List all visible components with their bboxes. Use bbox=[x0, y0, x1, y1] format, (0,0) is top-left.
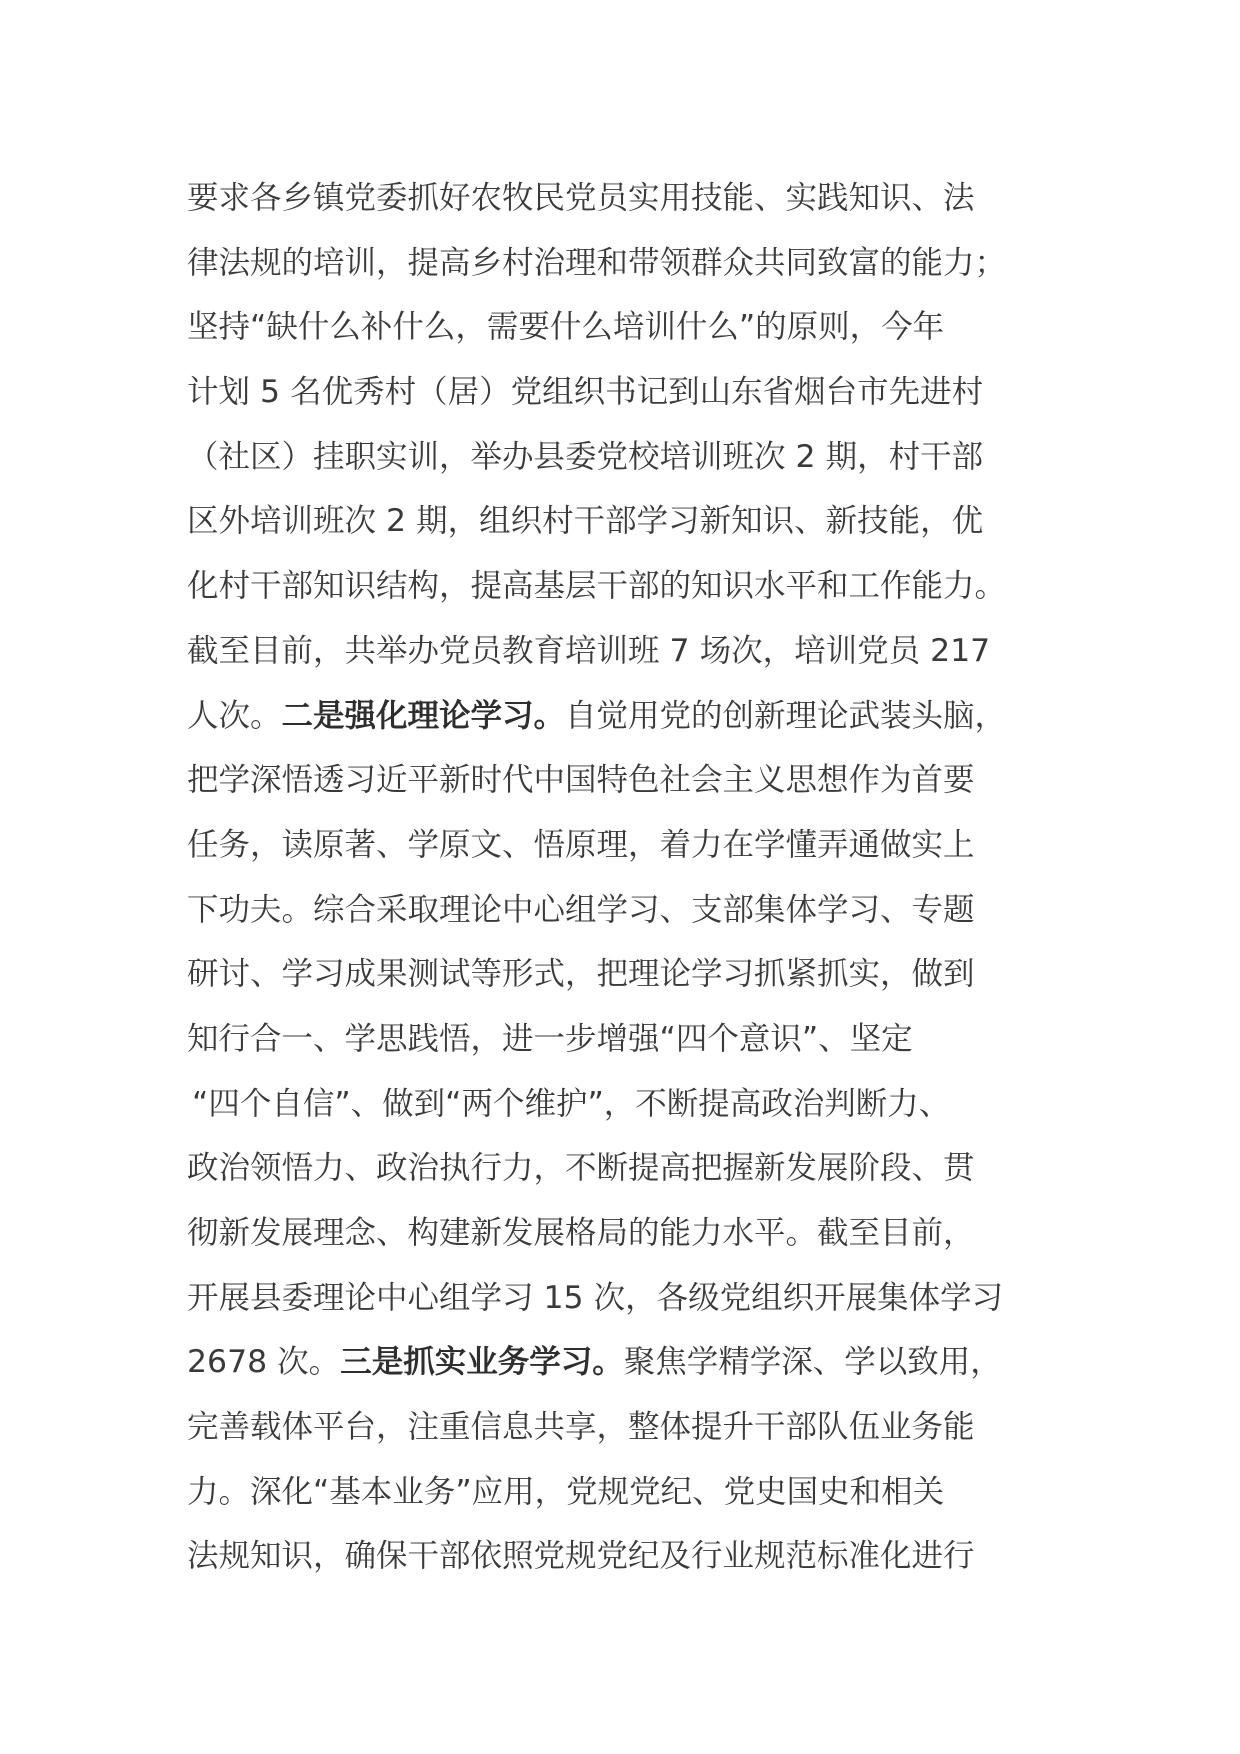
body-text-run: （社区）挂职实训，举办县委党校培训班次 2 期，村干部 bbox=[187, 438, 984, 475]
text-line-content bbox=[187, 813, 975, 878]
text-line-content bbox=[187, 360, 983, 425]
text-line-content bbox=[187, 878, 975, 943]
text-line-content bbox=[187, 554, 1006, 619]
text-line bbox=[0, 1136, 1240, 1201]
bold-heading-phrase: 二是强化理论学习。 bbox=[281, 697, 566, 734]
text-line bbox=[0, 878, 1240, 943]
text-line bbox=[0, 360, 1240, 425]
body-text-run: 政治领悟力、政治执行力，不断提高把握新发展阶段、贯 bbox=[187, 1150, 975, 1187]
text-line-content bbox=[187, 1395, 975, 1460]
text-line bbox=[0, 813, 1240, 878]
text-line bbox=[0, 748, 1240, 813]
text-line-content bbox=[187, 425, 983, 490]
text-line-content bbox=[192, 1072, 950, 1137]
body-text-run: “四个自信”、做到“两个维护”，不断提高政治判断力、 bbox=[192, 1085, 951, 1122]
body-text-run: 知行合一、学思践悟，进一步增强“四个意识”、坚定 bbox=[187, 1020, 913, 1057]
body-text-run: 聚焦学精学深、学以致用， bbox=[623, 1344, 1002, 1381]
body-text-run: 截至目前，共举办党员教育培训班 7 场次，培训党员 217 bbox=[187, 632, 991, 669]
text-line bbox=[0, 1266, 1240, 1331]
body-text-run: 计划 5 名优秀村（居）党组织书记到山东省烟台市先进村 bbox=[187, 374, 984, 411]
text-line bbox=[0, 231, 1240, 296]
body-text-run: 区外培训班次 2 期，组织村干部学习新知识、新技能，优 bbox=[187, 503, 984, 540]
body-text-run: 人次。 bbox=[187, 697, 282, 734]
text-line bbox=[0, 1201, 1240, 1266]
text-line bbox=[0, 1330, 1240, 1395]
text-line-content bbox=[187, 684, 1006, 749]
text-line-content bbox=[187, 489, 983, 554]
text-line-content bbox=[187, 166, 975, 231]
text-line-content bbox=[187, 1007, 913, 1072]
text-line bbox=[0, 425, 1240, 490]
body-text-run: 自觉用党的创新理论武装头脑， bbox=[565, 697, 1007, 734]
text-line-content bbox=[187, 748, 975, 813]
body-text-run: 2678 次。 bbox=[187, 1344, 341, 1381]
text-line-content bbox=[187, 1266, 1003, 1331]
body-text-run: 化村干部知识结构，提高基层干部的知识水平和工作能力。 bbox=[187, 568, 1007, 605]
text-line bbox=[0, 295, 1240, 360]
body-text-run: 彻新发展理念、构建新发展格局的能力水平。截至目前， bbox=[187, 1215, 975, 1251]
text-line bbox=[0, 684, 1240, 749]
text-line-content bbox=[187, 942, 975, 1007]
body-text-run: 律法规的培训，提高乡村治理和带领群众共同致富的能力； bbox=[187, 244, 1007, 281]
text-line bbox=[0, 1072, 1240, 1137]
text-line-content bbox=[187, 1330, 1002, 1395]
body-text-run: 完善载体平台，注重信息共享，整体提升干部队伍业务能 bbox=[187, 1409, 975, 1446]
text-line-content bbox=[187, 619, 990, 684]
text-line bbox=[0, 1460, 1240, 1525]
body-text-run: 任务，读原著、学原文、悟原理，着力在学懂弄通做实上 bbox=[187, 826, 975, 863]
body-text-run: 要求各乡镇党委抓好农牧民党员实用技能、实践知识、法 bbox=[187, 180, 975, 216]
text-line bbox=[0, 1524, 1240, 1589]
body-text-run: 开展县委理论中心组学习 15 次，各级党组织开展集体学习 bbox=[187, 1279, 1004, 1316]
text-line bbox=[0, 619, 1240, 684]
bold-heading-phrase: 三是抓实业务学习。 bbox=[340, 1344, 624, 1381]
text-line bbox=[0, 166, 1240, 231]
text-line bbox=[0, 489, 1240, 554]
text-line bbox=[0, 1395, 1240, 1460]
text-line-content bbox=[187, 231, 1006, 296]
text-line bbox=[0, 1007, 1240, 1072]
body-text-run: 下功夫。综合采取理论中心组学习、支部集体学习、专题 bbox=[187, 891, 975, 928]
text-line bbox=[0, 942, 1240, 1007]
text-line-content bbox=[187, 1136, 975, 1201]
text-line-content bbox=[187, 295, 944, 360]
text-line-content bbox=[187, 1460, 944, 1525]
body-text-run: 法规知识，确保干部依照党规党纪及行业规范标准化进行 bbox=[187, 1538, 975, 1575]
text-line-content bbox=[187, 1201, 975, 1266]
body-text-run: 坚持“缺什么补什么，需要什么培训什么”的原则，今年 bbox=[187, 309, 945, 346]
body-text bbox=[0, 166, 1240, 1589]
text-line bbox=[0, 554, 1240, 619]
body-text-run: 力。深化“基本业务”应用，党规党纪、党史国史和相关 bbox=[187, 1473, 945, 1510]
text-line-content bbox=[187, 1524, 975, 1589]
body-text-run: 把学深悟透习近平新时代中国特色社会主义思想作为首要 bbox=[187, 762, 975, 799]
body-text-run: 研讨、学习成果测试等形式，把理论学习抓紧抓实，做到 bbox=[187, 956, 975, 993]
